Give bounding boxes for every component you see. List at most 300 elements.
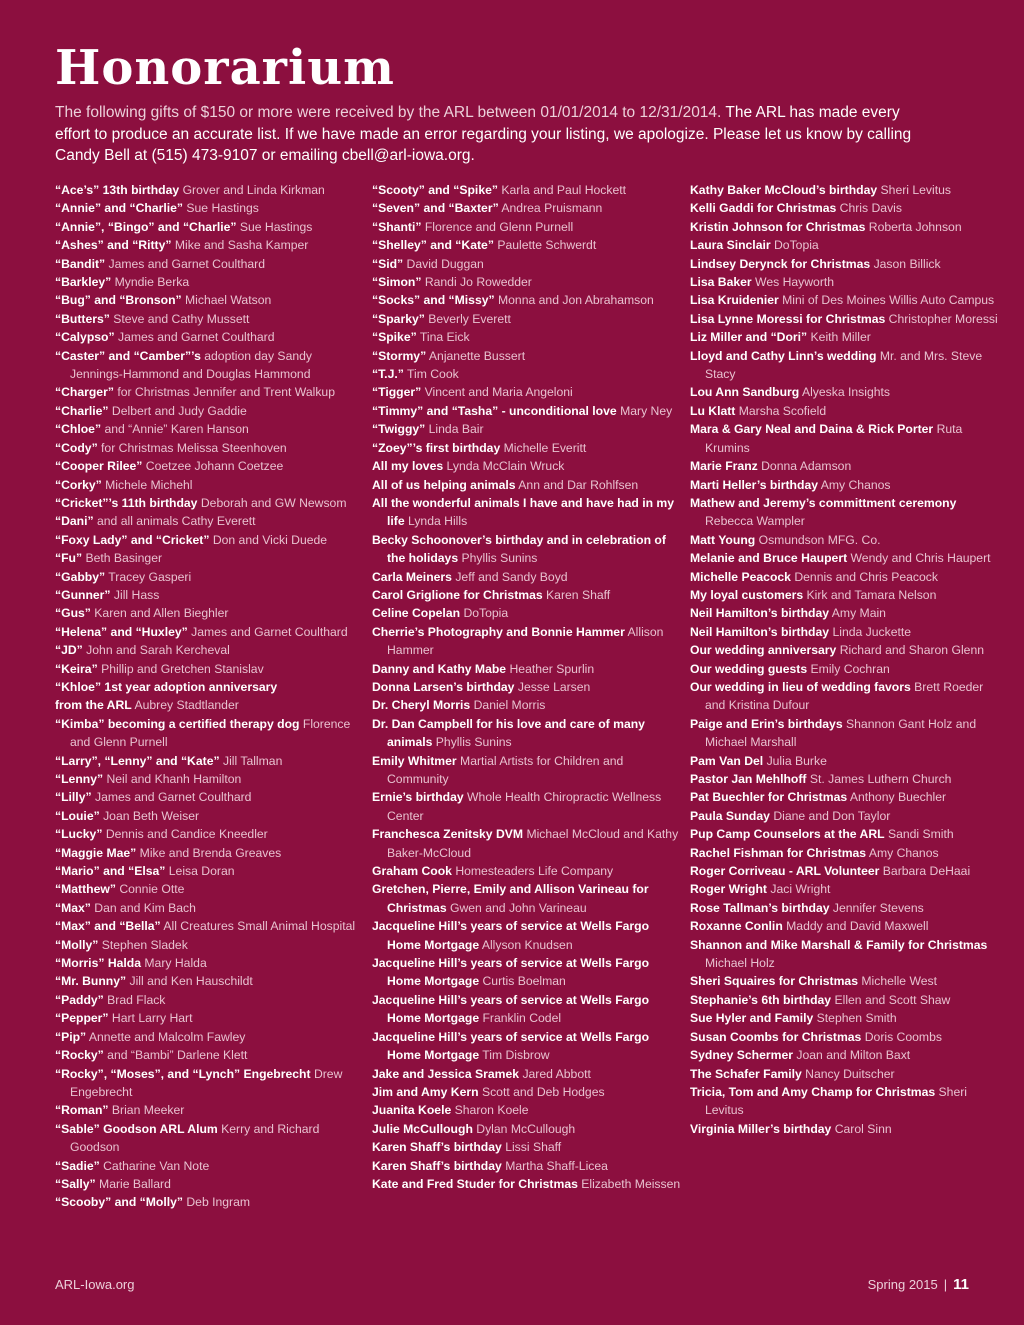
honoree-name: Kathy Baker McCloud’s birthday (690, 183, 878, 197)
donor-name: Amy Chanos (868, 845, 939, 860)
donor-name: Michael McCloud and Kathy Baker-McCloud (387, 827, 679, 860)
honoree-name: Pastor Jan Mehlhoff (690, 772, 807, 786)
honorarium-entry (372, 991, 684, 1028)
intro-text-strong: The ARL has made every effort to produce an accurate list. If we have made an error regarding your listing, we apologize. Please let us know by calling Candy Bell at (515) 473-9107 or emailing cbell@arl-iowa.org. (55, 104, 912, 164)
donor-name: Elizabeth Meissen (581, 1176, 681, 1191)
honoree-name: Julie McCullough (372, 1121, 473, 1136)
donor-name: Lynda Hills (408, 514, 468, 529)
honoree-name: Rachel Fishman for Christmas (690, 845, 867, 860)
donor-name: Aubrey Stadtlander (134, 698, 239, 713)
donor-name: Stephen Smith (816, 1011, 897, 1026)
donor-name: Dylan McCullough (476, 1121, 576, 1136)
honorarium-entry (372, 623, 684, 660)
honorarium-entry (372, 880, 684, 917)
donor-name: Karla and Paul Hockett (501, 183, 627, 197)
honorarium-entry (372, 1101, 684, 1119)
donor-name: Donna Adamson (761, 459, 852, 474)
honorarium-entry (55, 494, 365, 512)
honorarium-entry (690, 310, 1000, 328)
honorarium-entry (55, 788, 365, 806)
donor-name: Joan and Milton Baxt (796, 1048, 911, 1063)
honorarium-entry (690, 1083, 1000, 1120)
honoree-name: “Charlie” (55, 403, 109, 418)
honorarium-entry (372, 954, 684, 991)
donor-name: and all animals Cathy Everett (97, 514, 256, 529)
honoree-name: Lisa Kruidenier (690, 293, 779, 308)
honoree-name: All my loves (372, 459, 444, 474)
honoree-name: Celine Copelan (372, 606, 461, 621)
honoree-name: Lisa Baker (690, 275, 752, 290)
honoree-name: “Helena” and “Huxley” (55, 624, 188, 639)
honoree-name: Pam Van Del (690, 753, 764, 768)
honoree-name: “Roman” (55, 1103, 109, 1118)
honorarium-entry (372, 1157, 684, 1175)
honoree-name: “Bandit” (55, 256, 106, 271)
honoree-name: “Matthew” (55, 882, 116, 897)
donor-name: Amy Main (831, 606, 886, 621)
donor-name: James and Garnet Coulthard (118, 330, 275, 345)
honorarium-entry (372, 1028, 684, 1065)
honoree-name: “Ashes” and “Ritty” (55, 238, 172, 253)
honorarium-entry (690, 1120, 1000, 1138)
donor-name: Whole Health Chiropractic Wellness Center (387, 790, 662, 823)
honorarium-entry (55, 641, 365, 659)
honoree-name: Our wedding anniversary (690, 643, 837, 658)
honorarium-entry (55, 604, 365, 622)
honoree-name: “Morris” Halda (55, 956, 142, 971)
donor-name: Gwen and John Varineau (450, 900, 587, 915)
honorarium-entry (372, 862, 684, 880)
donor-name: Curtis Boelman (482, 974, 566, 989)
honoree-name: “Kimba” becoming a certified therapy dog (55, 716, 300, 731)
donor-name: Karen and Allen Bieghler (94, 606, 229, 621)
donor-name: Mary Halda (144, 956, 207, 971)
honorarium-entry (372, 199, 684, 217)
honoree-name: Stephanie’s 6th birthday (690, 992, 832, 1007)
honorarium-entry (372, 715, 684, 752)
donor-name: and “Annie” Karen Hanson (104, 422, 249, 437)
donor-name: Alyeska Insights (801, 385, 890, 400)
honoree-name: All the wonderful animals I have and have had in my life (372, 495, 675, 529)
honorarium-entry (55, 825, 365, 843)
donor-name: Emily Cochran (810, 661, 890, 676)
donor-name: Linda Juckette (832, 624, 912, 639)
honorarium-entry (690, 715, 1000, 752)
honorarium-entry (690, 199, 1000, 217)
donor-name: Doris Coombs (864, 1029, 942, 1044)
honorarium-entry (55, 531, 365, 549)
honorarium-entry (690, 291, 1000, 309)
donor-name: Martial Artists for Children and Community (387, 753, 624, 786)
honorarium-entry (55, 291, 365, 309)
honoree-name: “Sadie” (55, 1158, 100, 1173)
footer-website: ARL-Iowa.org (55, 1277, 135, 1292)
honoree-name: Neil Hamilton’s birthday (690, 624, 830, 639)
honoree-name: Juanita Koele (372, 1103, 452, 1118)
honorarium-entry (55, 678, 365, 696)
honoree-name: “Maggie Mae” (55, 845, 137, 860)
honorarium-entry (55, 181, 365, 199)
donor-name: DoTopia (774, 238, 819, 253)
honorarium-entry (372, 696, 684, 714)
honoree-name: “Cody” (55, 440, 98, 455)
honoree-name: “Dani” (55, 514, 94, 529)
honoree-name: “Mr. Bunny” (55, 974, 127, 989)
honoree-name: “Sally” (55, 1176, 96, 1191)
honoree-name: Our wedding guests (690, 661, 808, 676)
honoree-name: “Corky” (55, 477, 102, 492)
honoree-name: Michelle Peacock (690, 569, 791, 584)
honorarium-entry (372, 531, 684, 568)
honoree-name: Virginia Miller’s birthday (690, 1121, 832, 1136)
honoree-name: “Lilly” (55, 790, 92, 805)
honorarium-entry (690, 328, 1000, 346)
honoree-name: “Pip” (55, 1029, 87, 1044)
honoree-name: Paula Sunday (690, 808, 770, 823)
donor-name: Catharine Van Note (103, 1158, 210, 1173)
honorarium-entry (372, 917, 684, 954)
donor-name: Marsha Scofield (738, 403, 827, 418)
honorarium-entry (690, 236, 1000, 254)
honorarium-column-2 (372, 181, 684, 1193)
honorarium-entry (372, 181, 684, 199)
honorarium-entry (690, 383, 1000, 401)
donor-name: Brett Roeder and Kristina Dufour (705, 679, 984, 713)
donor-name: Tracey Gasperi (108, 569, 192, 584)
donor-name: Ellen and Scott Shaw (834, 992, 951, 1007)
honoree-name: “Timmy” and “Tasha” - unconditional love (372, 403, 617, 418)
donor-name: Scott and Deb Hodges (481, 1084, 605, 1099)
honoree-name: Roger Wright (690, 882, 767, 897)
honoree-name: All of us helping animals (372, 477, 516, 492)
honorarium-entry (372, 1065, 684, 1083)
honoree-name: “Lucky” (55, 827, 103, 842)
donor-name: Maddy and David Maxwell (786, 919, 929, 934)
honorarium-entry (690, 568, 1000, 586)
honorarium-entry (55, 1193, 365, 1211)
honorarium-entry (372, 788, 684, 825)
donor-name: Anthony Buechler (849, 790, 947, 805)
honoree-name: “Simon” (372, 275, 422, 290)
page-title: Honorarium (55, 40, 395, 96)
donor-name: Lynda McClain Wruck (446, 459, 565, 474)
donor-name: St. James Luthern Church (809, 772, 952, 786)
honorarium-entry (690, 586, 1000, 604)
honoree-name: “Rocky”, “Moses”, and “Lynch” Engebrecht (55, 1066, 311, 1081)
honorarium-entry (690, 604, 1000, 622)
honorarium-entry (690, 531, 1000, 549)
honorarium-entry (55, 1009, 365, 1027)
honorarium-entry (372, 1120, 684, 1138)
honorarium-entry (690, 770, 1000, 788)
donor-name: Roberta Johnson (868, 219, 962, 234)
honorarium-entry (372, 1138, 684, 1156)
donor-name: Franklin Codel (482, 1011, 562, 1026)
donor-name: Wendy and Chris Haupert (850, 551, 991, 566)
honorarium-entry (690, 181, 1000, 199)
donor-name: Nancy Duitscher (805, 1066, 895, 1081)
honorarium-entry (372, 255, 684, 273)
honoree-name: “Lenny” (55, 772, 104, 786)
donor-name: Tina Eick (419, 330, 470, 345)
honorarium-entry (55, 862, 365, 880)
donor-name: Mike and Sasha Kamper (174, 238, 309, 253)
honoree-name: Sue Hyler and Family (690, 1011, 814, 1026)
honoree-name: “Shelley” and “Kate” (372, 238, 494, 253)
honorarium-entry (372, 273, 684, 291)
donor-name: Shannon Gant Holz and Michael Marshall (705, 716, 977, 750)
honorarium-entry (690, 788, 1000, 806)
donor-name: Heather Spurlin (509, 661, 595, 676)
donor-name: for Christmas Jennifer and Trent Walkup (117, 385, 335, 400)
honorarium-entry (690, 899, 1000, 917)
honoree-name: “Bug” and “Bronson” (55, 293, 182, 308)
donor-name: Kerry and Richard Goodson (70, 1121, 320, 1155)
honoree-name: “Gus” (55, 606, 91, 621)
honorarium-entry (690, 273, 1000, 291)
honoree-name: “Scooty” and “Spike” (372, 183, 498, 197)
honoree-name: “Sable” Goodson ARL Alum (55, 1121, 218, 1136)
honorarium-entry (55, 199, 365, 217)
intro-text-light: The following gifts of $150 or more were received by the ARL between 01/01/2014 to 12/31/2014. (55, 104, 726, 121)
donor-name: Jill and Ken Hauschildt (129, 974, 253, 989)
honoree-name: My loyal customers (690, 587, 804, 602)
donor-name: Anjanette Bussert (428, 348, 526, 363)
honoree-name: Carol Griglione for Christmas (372, 587, 543, 602)
donor-name: Steve and Cathy Mussett (113, 311, 250, 326)
donor-name: Beth Basinger (85, 551, 163, 566)
donor-name: Julia Burke (766, 753, 827, 768)
honorarium-entry (55, 991, 365, 1009)
footer-issue-label: Spring 2015 (867, 1277, 938, 1292)
donor-name: Dennis and Chris Peacock (794, 569, 938, 584)
honorarium-entry (55, 770, 365, 788)
donor-name: Don and Vicki Duede (212, 532, 328, 547)
honoree-name: Matt Young (690, 532, 756, 547)
donor-name: Sheri Levitus (880, 183, 951, 197)
honorarium-entry (55, 328, 365, 346)
donor-name: Richard and Sharon Glenn (839, 643, 984, 658)
honoree-name: “Zoey”’s first birthday (372, 440, 501, 455)
honoree-name: Marti Heller’s birthday (690, 477, 819, 492)
honoree-name: Paige and Erin’s birthdays (690, 716, 843, 731)
honorarium-entry (690, 494, 1000, 531)
honorarium-entry (690, 402, 1000, 420)
honoree-name: “Tigger” (372, 385, 422, 400)
donor-name: Sue Hastings (239, 219, 313, 234)
honorarium-entry (372, 678, 684, 696)
honoree-name: Shannon and Mike Marshall & Family for Christmas (690, 937, 988, 952)
honoree-name: Susan Coombs for Christmas (690, 1029, 862, 1044)
honorarium-entry (55, 1120, 365, 1157)
honoree-name: Pup Camp Counselors at the ARL (690, 827, 885, 842)
donor-name: Jared Abbott (522, 1066, 591, 1081)
donor-name: Florence and Glenn Purnell (424, 219, 574, 234)
honoree-name: Liz Miller and “Dori” (690, 330, 808, 345)
honoree-name: “Fu” (55, 551, 83, 566)
honoree-name: Donna Larsen’s birthday (372, 679, 515, 694)
honoree-name: “Charger” (55, 385, 114, 400)
donor-name: Sandi Smith (887, 827, 954, 842)
donor-name: All Creatures Small Animal Hospital (163, 919, 356, 934)
honoree-name: Rose Tallman’s birthday (690, 900, 830, 915)
donor-name: Linda Bair (428, 422, 484, 437)
donor-name: Kirk and Tamara Nelson (806, 587, 937, 602)
honoree-name: Melanie and Bruce Haupert (690, 551, 848, 566)
honorarium-entry (55, 1065, 365, 1102)
honorarium-entry (690, 1046, 1000, 1064)
honorarium-entry (372, 347, 684, 365)
donor-name: Dennis and Candice Kneedler (105, 827, 268, 842)
donor-name: Lissi Shaff (505, 1140, 562, 1155)
honorarium-entry (372, 660, 684, 678)
honorarium-entry (690, 991, 1000, 1009)
honorarium-entry (55, 1046, 365, 1064)
donor-name: Stephen Sladek (101, 937, 188, 952)
honorarium-entry (690, 1065, 1000, 1083)
honoree-name: Marie Franz (690, 459, 758, 474)
donor-name: DoTopia (463, 606, 509, 621)
honoree-name: Becky Schoonover’s birthday and in celebration of the holidays (372, 532, 666, 566)
honoree-name: “Annie”, “Bingo” and “Charlie” (55, 219, 237, 234)
donor-name: Mike and Brenda Greaves (139, 845, 282, 860)
donor-name: Wes Hayworth (755, 275, 835, 290)
honorarium-entry (55, 715, 365, 752)
honorarium-entry (372, 604, 684, 622)
donor-name: Florence and Glenn Purnell (70, 716, 351, 750)
honoree-name: Tricia, Tom and Amy Champ for Christmas (690, 1084, 936, 1099)
donor-name: Jeff and Sandy Boyd (455, 569, 568, 584)
honoree-name: Mathew and Jeremy’s committment ceremony (690, 495, 957, 510)
honoree-name: Jim and Amy Kern (372, 1084, 479, 1099)
honoree-name: Franchesca Zenitsky DVM (372, 827, 524, 842)
donor-name: Phillip and Gretchen Stanislav (101, 661, 264, 676)
donor-name: Drew Engebrecht (70, 1066, 343, 1099)
honoree-name: “Foxy Lady” and “Cricket” (55, 532, 210, 547)
donor-name: Amy Chanos (820, 477, 891, 492)
honorarium-entry (55, 917, 365, 935)
footer-separator: | (943, 1277, 948, 1292)
donor-name: Connie Otte (119, 882, 185, 897)
donor-name: Diane and Don Taylor (773, 808, 891, 823)
honorarium-entry (372, 236, 684, 254)
honorarium-entry (55, 623, 365, 641)
donor-name: Mr. and Mrs. Steve Stacy (705, 348, 983, 382)
honoree-name: Roger Corriveau - ARL Volunteer (690, 864, 880, 879)
honorarium-entry (690, 972, 1000, 990)
honoree-name: “Sid” (372, 256, 404, 271)
donor-name: Tim Disbrow (482, 1048, 550, 1063)
donor-name: Myndie Berka (114, 275, 190, 290)
honorarium-entry (55, 439, 365, 457)
honorarium-entry (690, 660, 1000, 678)
honorarium-entry (690, 549, 1000, 567)
honorarium-entry (690, 420, 1000, 457)
honoree-name: Lou Ann Sandburg (690, 385, 800, 400)
donor-name: Sue Hastings (186, 201, 259, 216)
donor-name: James and Garnet Coulthard (191, 624, 348, 639)
honoree-name: Gretchen, Pierre, Emily and Allison Varineau for Christmas (372, 882, 649, 915)
honorarium-entry (55, 936, 365, 954)
honoree-name: “Annie” and “Charlie” (55, 201, 183, 216)
honorarium-entry (372, 825, 684, 862)
donor-name: Michael Watson (185, 293, 272, 308)
honorarium-entry (55, 752, 365, 770)
honorarium-entry (690, 457, 1000, 475)
honorarium-entry (55, 807, 365, 825)
honoree-name: “Sparky” (372, 311, 425, 326)
honorarium-entry (55, 310, 365, 328)
honorarium-entry (690, 1009, 1000, 1027)
donor-name: Phyllis Sunins (461, 551, 538, 566)
honoree-name: “Rocky” (55, 1048, 104, 1063)
honoree-name: “Paddy” (55, 992, 104, 1007)
honoree-name: “Mario” and “Elsa” (55, 864, 166, 879)
honorarium-entry (55, 420, 365, 438)
honoree-name: Karen Shaff’s birthday (372, 1140, 502, 1155)
honoree-name: Dr. Cheryl Morris (372, 698, 471, 713)
honorarium-entry (372, 494, 684, 531)
honoree-name: Jacqueline Hill’s years of service at Wells Fargo Home Mortgage (372, 956, 650, 989)
honorarium-entry (690, 862, 1000, 880)
honoree-name: “Gabby” (55, 569, 106, 584)
honorarium-entry (372, 218, 684, 236)
honorarium-entry (690, 641, 1000, 659)
honoree-name: Lloyd and Cathy Linn’s wedding (690, 348, 877, 363)
honoree-name: Laura Sinclair (690, 238, 771, 253)
honorarium-entry (372, 383, 684, 401)
honorarium-entry (690, 678, 1000, 715)
honorarium-entry (690, 752, 1000, 770)
donor-name: Vincent and Maria Angeloni (424, 385, 573, 400)
donor-name: Ruta Krumins (705, 422, 963, 455)
donor-name: Brian Meeker (111, 1103, 185, 1118)
donor-name: James and Garnet Coulthard (108, 256, 265, 271)
honorarium-entry (55, 586, 365, 604)
page-number: 11 (953, 1276, 969, 1293)
honorarium-entry (55, 402, 365, 420)
donor-name: John and Sarah Kercheval (86, 643, 230, 658)
honoree-name: “Pepper” (55, 1011, 109, 1026)
honorarium-entry (55, 972, 365, 990)
honorarium-entry (690, 347, 1000, 384)
honorarium-entry (372, 752, 684, 789)
honorarium-entry (55, 954, 365, 972)
honoree-name: Graham Cook (372, 864, 452, 879)
honorarium-entry (690, 936, 1000, 973)
donor-name: Jill Tallman (222, 753, 283, 768)
honorarium-entry (372, 1175, 684, 1193)
honoree-name: “Seven” and “Baxter” (372, 201, 499, 216)
honorarium-column-3 (690, 181, 1000, 1138)
honorarium-entry (55, 660, 365, 678)
donor-name: Jason Billick (873, 256, 941, 271)
donor-name: Andrea Pruismann (501, 201, 603, 216)
honoree-name: “Larry”, “Lenny” and “Kate” (55, 753, 220, 768)
donor-name: Sharon Koele (454, 1103, 529, 1118)
honorarium-entry (55, 236, 365, 254)
honoree-name: Lindsey Derynck for Christmas (690, 256, 871, 271)
honorarium-entry (55, 844, 365, 862)
honorarium-entry (55, 476, 365, 494)
donor-name: for Christmas Melissa Steenhoven (101, 440, 287, 455)
honoree-name: “Calypso” (55, 330, 115, 345)
donor-name: Michele Michehl (105, 477, 193, 492)
honoree-name: “Gunner” (55, 587, 111, 602)
honoree-name: Kristin Johnson for Christmas (690, 219, 866, 234)
honorarium-entry (690, 476, 1000, 494)
donor-name: Christopher Moressi (888, 311, 998, 326)
